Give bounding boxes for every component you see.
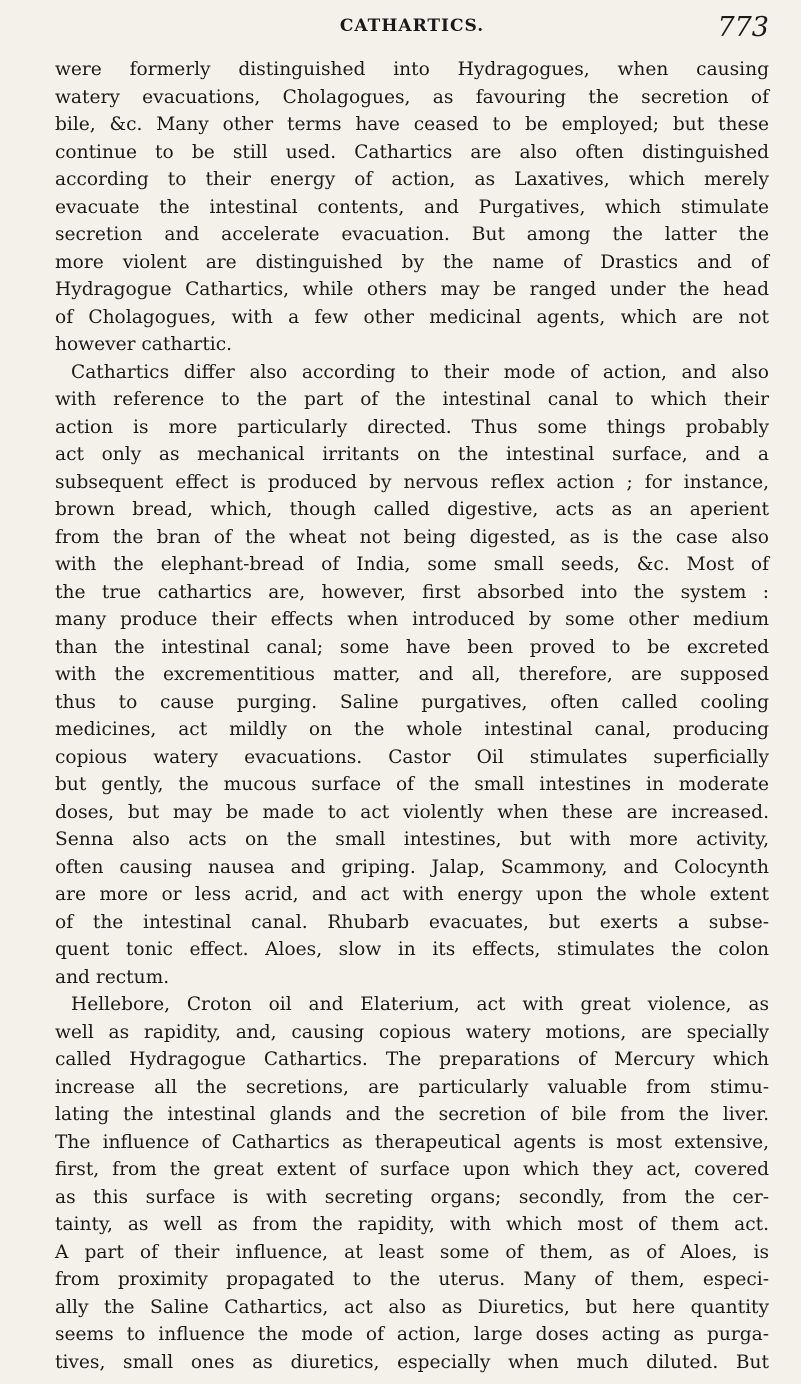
text-line: subsequent effect is produced by nervous reflex action ; for instance, <box>55 471 769 493</box>
text-line: copious watery evacuations. Castor Oil stimulates superficially <box>55 746 769 768</box>
text-line: seems to influence the mode of action, large doses acting as purga- <box>55 1324 769 1345</box>
text-line: however cathartic. <box>55 334 233 355</box>
text-line: and rectum. <box>55 966 170 988</box>
text-line: well as rapidity, and, causing copious watery motions, are specially <box>55 1021 769 1043</box>
text-line: with the excrementitious matter, and all, therefore, are supposed <box>55 664 769 685</box>
text-line: thus to cause purging. Saline purgatives, often called cooling <box>55 691 769 713</box>
text-line: act only as mechanical irritants on the intestinal surface, and a <box>55 444 769 465</box>
text-line: continue to be still used. Cathartics are also often distinguished <box>55 141 769 163</box>
text-line: evacuate the intestinal contents, and Purgatives, which stimulate <box>55 196 769 218</box>
text-line: Senna also acts on the small intestines, but with more activity, <box>55 829 769 850</box>
text-line: were formerly distinguished into Hydragogues, when causing <box>55 59 769 80</box>
paragraph-start-line: Cathartics differ also according to their mode of action, and also <box>71 361 769 383</box>
text-line: first, from the great extent of surface upon which they act, covered <box>55 1159 769 1180</box>
text-line: than the intestinal canal; some have been proved to be excreted <box>55 636 769 658</box>
text-line: as this surface is with secreting organs; secondly, from the cer- <box>55 1186 769 1208</box>
text-line: medicines, act mildly on the whole intestinal canal, producing <box>55 719 769 740</box>
text-line: with the elephant-bread of India, some small seeds, &c. Most of <box>55 554 769 575</box>
text-line: doses, but may be made to act violently when these are increased. <box>55 801 769 823</box>
text-line: secretion and accelerate evacuation. But among the latter the <box>55 224 769 245</box>
text-line: of the intestinal canal. Rhubarb evacuates, but exerts a subse- <box>55 911 769 933</box>
text-line: lating the intestinal glands and the secretion of bile from the liver. <box>55 1104 769 1125</box>
paragraph-start-line: Hellebore, Croton oil and Elaterium, act with great violence, as <box>71 994 769 1015</box>
text-line: more violent are distinguished by the name of Drastics and of <box>55 251 769 273</box>
text-line: brown bread, which, though called digestive, acts as an aperient <box>55 499 769 520</box>
text-line: from the bran of the wheat not being digested, as is the case also <box>55 526 769 548</box>
page-number: 773 <box>717 12 769 43</box>
text-line: quent tonic effect. Aloes, slow in its effects, stimulates the colon <box>55 939 769 960</box>
text-line: action is more particularly directed. Thus some things probably <box>55 416 769 438</box>
text-line: according to their energy of action, as Laxatives, which merely <box>55 169 769 190</box>
text-line: but gently, the mucous surface of the small intestines in moderate <box>55 774 769 795</box>
text-line: often causing nausea and griping. Jalap, Scammony, and Colocynth <box>55 856 769 878</box>
text-line: bile, &c. Many other terms have ceased to be employed; but these <box>55 114 769 135</box>
text-line: with reference to the part of the intestinal canal to which their <box>55 389 769 410</box>
text-line: watery evacuations, Cholagogues, as favouring the secretion of <box>55 86 769 108</box>
body-text <box>55 56 769 1376</box>
text-line: the true cathartics are, however, first absorbed into the system : <box>55 581 769 603</box>
text-line: ally the Saline Cathartics, act also as Diuretics, but here quantity <box>55 1296 769 1318</box>
text-line: from proximity propagated to the uterus. Many of them, especi- <box>55 1269 769 1290</box>
text-line: of Cholagogues, with a few other medicinal agents, which are not <box>55 306 769 328</box>
text-line: The influence of Cathartics as therapeutical agents is most extensive, <box>55 1131 769 1153</box>
text-line: increase all the secretions, are particularly valuable from stimu- <box>55 1076 769 1098</box>
text-line: tainty, as well as from the rapidity, with which most of them act. <box>55 1214 769 1235</box>
text-line: many produce their effects when introduced by some other medium <box>55 609 769 630</box>
text-line: tives, small ones as diuretics, especially when much diluted. But <box>55 1351 769 1373</box>
text-line: A part of their influence, at least some of them, as of Aloes, is <box>55 1241 769 1263</box>
text-line: Hydragogue Cathartics, while others may be ranged under the head <box>55 279 769 300</box>
text-line: are more or less acrid, and act with energy upon the whole extent <box>55 884 769 905</box>
running-title: CATHARTICS. <box>339 16 485 36</box>
running-head <box>55 14 769 56</box>
text-line: called Hydragogue Cathartics. The preparations of Mercury which <box>55 1049 769 1070</box>
